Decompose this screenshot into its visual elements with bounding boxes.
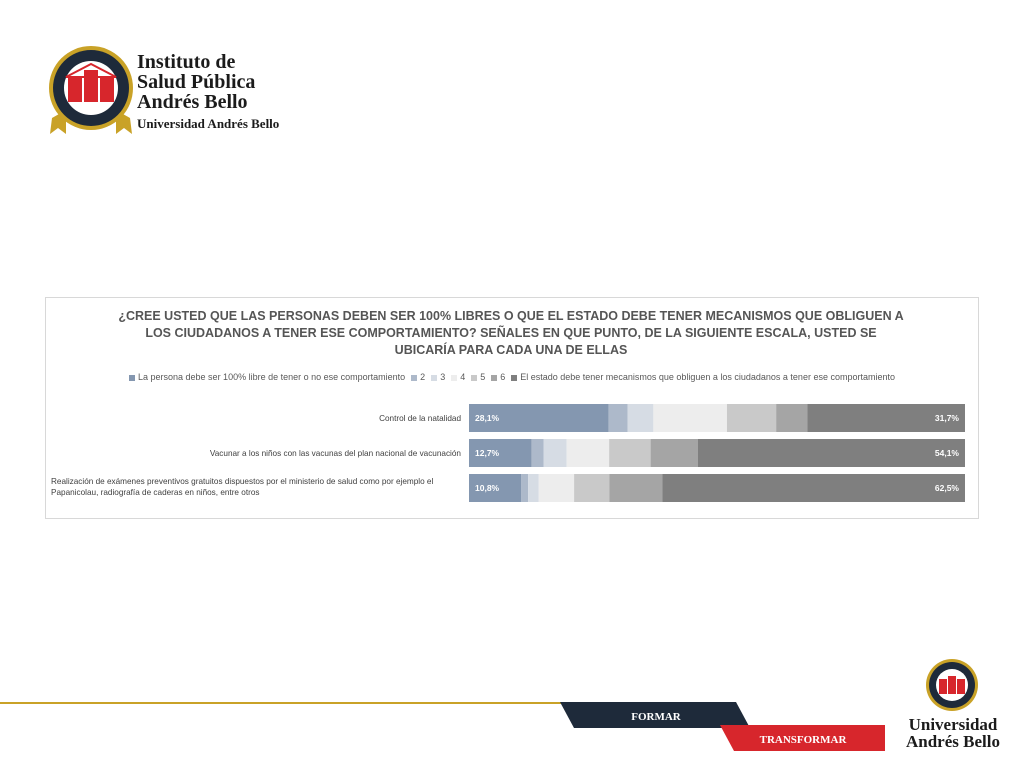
category-label: Realización de exámenes preventivos gratuitos dispuestos por el ministerio de salud como por ejemplo el Papanicolau, radiografía de caderas en niños, entre otros (51, 477, 434, 497)
bar-segment (609, 474, 662, 502)
universidad-logo (925, 658, 979, 714)
legend-label: 6 (500, 372, 506, 382)
bar-segment (521, 474, 528, 502)
brand-text (137, 52, 279, 132)
chart-title: ¿CREE USTED QUE LAS PERSONAS DEBEN SER 100% LIBRES O QUE EL ESTADO DEBE TENER MECANISMOS QUE OBLIGUEN A LOS CIUDADANOS A TENER ESE COMPORTAMIENTO? SEÑALES EN QUE PUNTO, DE LA SIGUIENTE ESCALA, USTED SE UBICARÍA PARA CADA UNA DE ELLAS (118, 309, 904, 357)
brand-line-1: Instituto de (137, 51, 236, 73)
formar-label: FORMAR (631, 711, 681, 723)
bar-segment (776, 404, 807, 432)
legend-label: 3 (440, 372, 446, 382)
bar-segment (662, 474, 965, 502)
data-label: 31,7% (934, 413, 959, 423)
legend-label: 4 (460, 372, 466, 382)
bar-segment (532, 439, 544, 467)
bar-segment (628, 404, 654, 432)
footer-gold-line (0, 702, 570, 704)
legend-label: 5 (480, 372, 486, 382)
legend-label: El estado debe tener mecanismos que obliguen a los ciudadanos a tener ese comportamiento (520, 372, 895, 382)
brand-line-3: Andrés Bello (137, 91, 248, 113)
bar-segment (609, 404, 628, 432)
data-label: 12,7% (475, 448, 500, 458)
brand-subtitle: Universidad Andrés Bello (137, 116, 280, 131)
chart-plot (46, 298, 978, 518)
bar-segment (528, 474, 539, 502)
data-label: 54,1% (934, 448, 959, 458)
data-label: 62,5% (934, 483, 959, 493)
category-label: Vacunar a los niños con las vacunas del plan nacional de vacunación (209, 449, 461, 458)
bar-segment (653, 404, 727, 432)
uab-line-2: Andrés Bello (906, 732, 1000, 751)
bar-segment (651, 439, 698, 467)
bar-segment (609, 439, 650, 467)
transformar-banner (720, 725, 885, 751)
legend-label: La persona debe ser 100% libre de tener o no ese comportamiento (138, 372, 406, 382)
transformar-label: TRANSFORMAR (759, 734, 847, 746)
universidad-wordmark (895, 716, 1011, 750)
legend-label: 2 (420, 372, 426, 382)
category-label: Control de la natalidad (379, 414, 461, 423)
bar-segment (567, 439, 609, 467)
bar-segment (544, 439, 567, 467)
brand-line-2: Salud Pública (137, 71, 256, 93)
bar-segment (698, 439, 965, 467)
data-label: 10,8% (475, 483, 500, 493)
bar-segment (539, 474, 574, 502)
uab-line-1: Universidad (908, 715, 998, 734)
bar-segment (574, 474, 609, 502)
chart-container (45, 297, 979, 519)
data-label: 28,1% (475, 413, 500, 423)
bar-segment (727, 404, 776, 432)
instituto-logo (46, 40, 136, 140)
